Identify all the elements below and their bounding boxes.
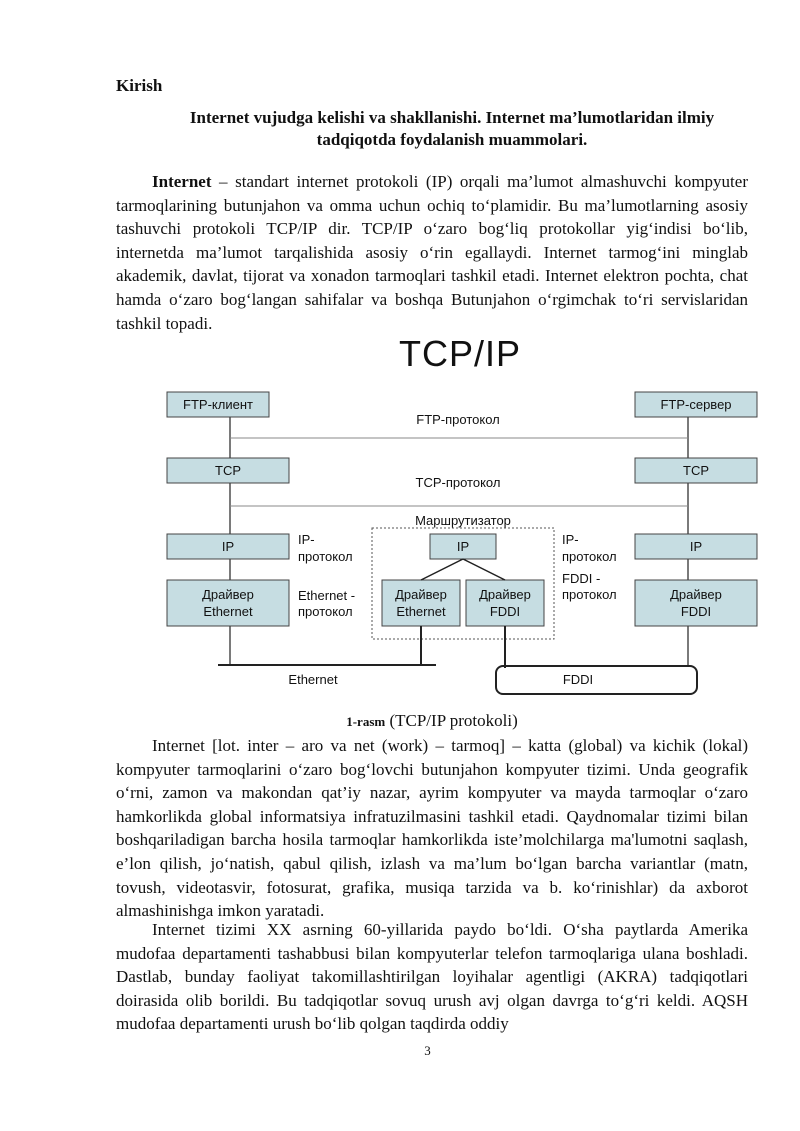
section-heading: Kirish bbox=[116, 76, 163, 95]
ip-mid-label: IP bbox=[456, 539, 470, 554]
ftp-protocol-label: FTP-протокол bbox=[416, 412, 500, 427]
driver-ethernet-mid-line2: Ethernet bbox=[396, 604, 446, 619]
page-title: Internet vujudga kelishi va shakllanishi. Internet ma’lumotlaridan ilmiy tadqiqotda foydalanish muammolari. bbox=[189, 108, 715, 149]
intro-text: – standart internet protokoli (IP) orqali ma’lumot almashuvchi kompyuter tarmoqlarining butunjahon va omma uchun ochiq to‘plamidir. Bu ma’lumotlarning asosiy tashuvchi protokoli TCP/IP dir. TCP/IP o‘zaro bog‘liq protokollar yig‘indisi bo‘lib, internetda ma’lumot tarqalishida asosiy o‘rin egallaydi. Internet tarmog‘ini minglab akademik, davlat, tijorat va xonadon tarmoqlari tashkil etadi. Internet elektron pochta, chat hamda o‘zaro bog‘langan sahifalar va boshqa Butunjahon o‘rgimchak to‘ri servislaridan tashkil topadi. bbox=[116, 172, 748, 333]
ftp-client-label: FTP-клиент bbox=[183, 397, 253, 412]
ethernet-protocol-line2: протокол bbox=[298, 604, 353, 619]
internet-history-paragraph: Internet tizimi XX asrning 60-yillarida paydo bo‘ldi. O‘sha paytlarda Amerika mudofaa departamenti tashabbusi bilan kompyuterlar telefon tarmoqlariga ulana boshladi. Dastlab, bunday faoliyat takomillashtirilgan loyihalar agentligi (AKRA) tadqiqotlari doirasida olib borildi. Bu tadqiqotlar sovuq urush avj olgan davrga to‘g‘ri keldi. AQSH mudofaa departamenti urush bo‘lib qolgan taqdirda oddiy bbox=[116, 920, 748, 1034]
internet-definition-paragraph: Internet [lot. inter – aro va net (work) – tarmoq] – katta (global) va kichik (lokal) kompyuter tarmoqlarini o‘zaro bog‘lovchi butunjahon kompyuter tizimi. Unda geografik o‘rni, zamon va makondan qat’iy nazar, ayrim kompyuter va mayda tarmoqlar o‘zaro hamkorlikda global informatsiya infratuzilmasini tashkil etadi. Qaydnomalar tizimi bilan boshqariladigan barcha hosila tarmoqlar hamkorlikda iste’molchilarga ma'lumotni saqlash, e’lon qilish, jo‘natish, qabul qilish, izlash va ma’lum bo‘lgan barcha variantlar (matn, tovush, videotasvir, fotosurat, grafika, musiqa tarzida va b. ko‘rinishlar) da axborot almashinishga imkon yaratadi. bbox=[116, 736, 748, 921]
tcp-protocol-label: TCP-протокол bbox=[415, 475, 501, 490]
router-label: Маршрутизатор bbox=[415, 513, 511, 528]
fddi-protocol-line1: FDDI - bbox=[562, 571, 601, 586]
ip-protocol-right-line2: протокол bbox=[562, 549, 617, 564]
branch-left bbox=[421, 559, 463, 580]
driver-ethernet-left-line2: Ethernet bbox=[203, 604, 253, 619]
fddi-ring bbox=[496, 666, 697, 694]
ip-protocol-left-line2: протокол bbox=[298, 549, 353, 564]
fddi-protocol-line2: протокол bbox=[562, 587, 617, 602]
driver-ethernet-left-line1: Драйвер bbox=[202, 587, 254, 602]
page-number: 3 bbox=[424, 1043, 431, 1058]
tcp-left-label: TCP bbox=[215, 463, 241, 478]
driver-fddi-mid-line2: FDDI bbox=[489, 604, 521, 619]
driver-fddi-mid-line1: Драйвер bbox=[479, 587, 531, 602]
intro-bold-lead: Internet bbox=[152, 172, 212, 191]
ethernet-protocol-line1: Ethernet - bbox=[298, 588, 356, 603]
driver-ethernet-mid-line1: Драйвер bbox=[395, 587, 447, 602]
fddi-label: FDDI bbox=[562, 672, 594, 687]
driver-fddi-right-line1: Драйвер bbox=[670, 587, 722, 602]
driver-fddi-right-line2: FDDI bbox=[680, 604, 712, 619]
figure-caption bbox=[116, 711, 748, 731]
intro-paragraph bbox=[116, 170, 748, 335]
tcp-right-label: TCP bbox=[683, 463, 709, 478]
ip-right-label: IP bbox=[689, 539, 703, 554]
figure-caption-text: (TCP/IP protokoli) bbox=[385, 711, 518, 730]
ethernet-label: Ethernet bbox=[288, 672, 338, 687]
ftp-server-label: FTP-сервер bbox=[660, 397, 732, 412]
tcp-ip-diagram bbox=[160, 385, 765, 700]
diagram-title: TCP/IP bbox=[398, 333, 521, 374]
ip-protocol-left-line1: IP- bbox=[298, 532, 315, 547]
ip-protocol-right-line1: IP- bbox=[562, 532, 579, 547]
figure-caption-label: 1-rasm bbox=[346, 714, 386, 729]
ip-left-label: IP bbox=[221, 539, 235, 554]
branch-right bbox=[463, 559, 505, 580]
